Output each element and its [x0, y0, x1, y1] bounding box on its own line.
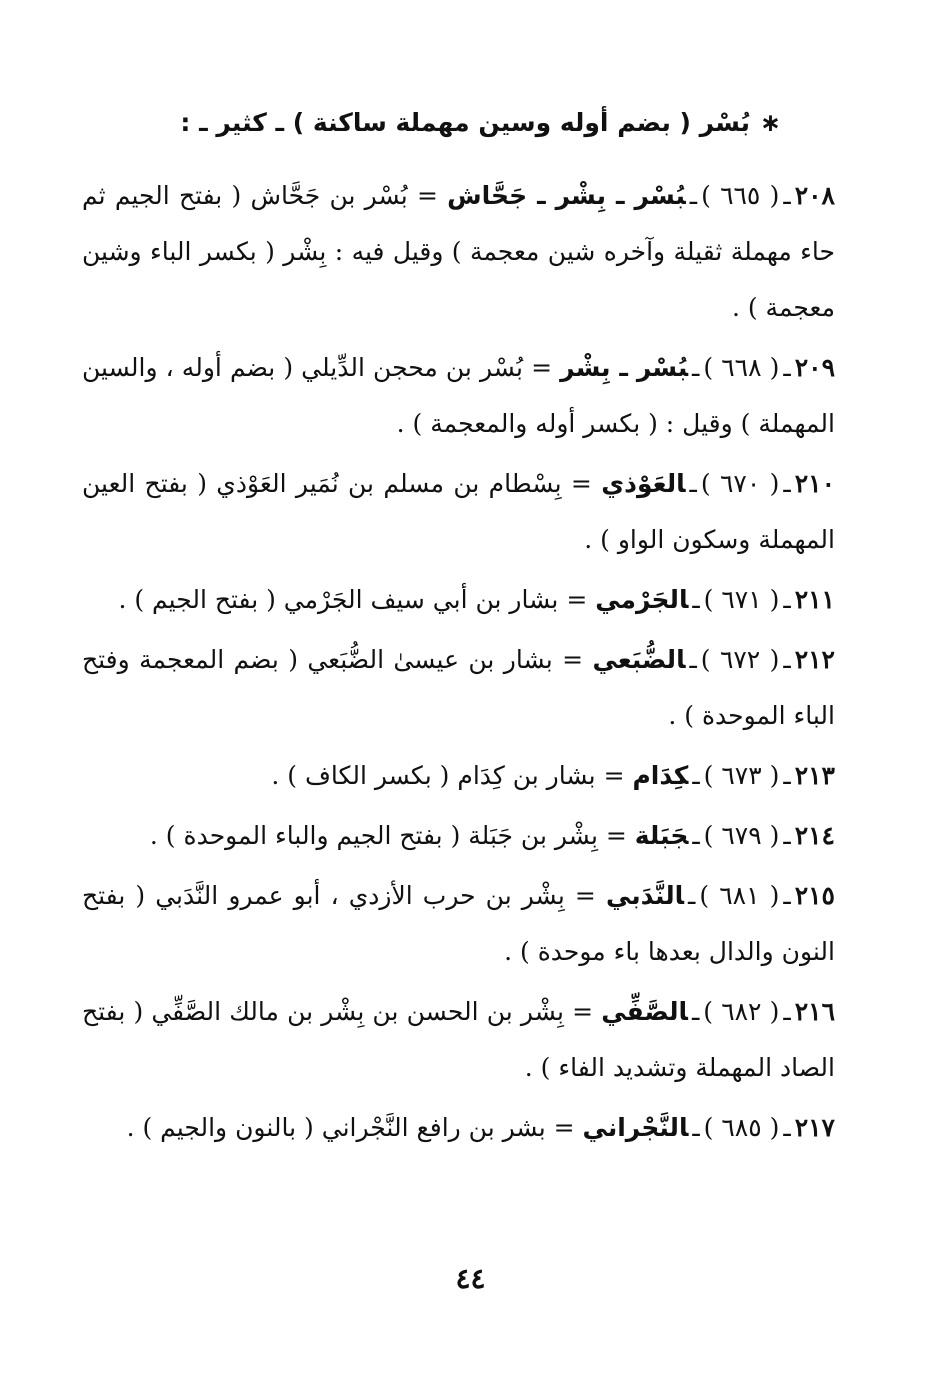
entry-keyword: الجَرْمي — [595, 585, 689, 614]
list-item: ٢١٥ـ( ٦٨١ )ـالنَّدَبي = بِشْر بن حرب الأزدي ، أبو عمرو النَّدَبي ( بفتح النون والدال بعدها باء موحدة ) . — [82, 881, 835, 966]
entry-reference: ( ٦٧٠ ) — [700, 469, 780, 498]
entry-keyword: الصَّفِّي — [601, 997, 688, 1026]
star-icon: ∗ — [760, 108, 781, 137]
entry-reference: ( ٦٦٨ ) — [703, 353, 780, 382]
entry-body: = بِشْر بن الحسن بن بِشْر بن مالك الصَّفِّي ( بفتح الصاد المهملة وتشديد الفاء ) . — [82, 997, 835, 1082]
entry-body: = بُسْر بن محجن الدِّيلي ( بضم أوله ، والسين المهملة ) وقيل : ( بكسر أوله والمعجمة ) . — [82, 353, 835, 438]
entry-keyword: جَبَلة — [634, 821, 689, 850]
list-item: ٢٠٨ـ( ٦٦٥ )ـبُسْر ـ بِشْر ـ جَحَّاش = بُسْر بن جَحَّاش ( بفتح الجيم ثم حاء مهملة ثقيلة وآخره شين معجمة ) وقيل فيه : بِشْر ( بكسر الباء وشين معجمة ) . — [82, 181, 835, 322]
entry-reference: ( ٦٨١ ) — [699, 881, 780, 910]
entry-body: = بِشْر بن جَبَلة ( بفتح الجيم والباء الموحدة ) . — [149, 821, 627, 850]
entry-number: ٢١٥ — [794, 881, 835, 910]
list-item: ٢١٦ـ( ٦٨٢ )ـالصَّفِّي = بِشْر بن الحسن بن بِشْر بن مالك الصَّفِّي ( بفتح الصاد المهملة وتشديد الفاء ) . — [82, 997, 836, 1082]
entry-keyword: الضُّبَعي — [592, 645, 686, 674]
entry-body: = بشار بن عيسىٰ الضُّبَعي ( بضم المعجمة وفتح الباء الموحدة ) . — [82, 645, 835, 730]
entry-body: = بِسْطام بن مسلم بن نُمَير العَوْذي ( بفتح العين المهملة وسكون الواو ) . — [82, 469, 835, 554]
entry-reference: ( ٦٨٢ ) — [703, 997, 780, 1026]
entry-number: ٢٠٨ — [794, 181, 835, 210]
entry-number: ٢٠٩ — [794, 353, 836, 382]
entry-keyword: العَوْذي — [601, 469, 686, 498]
entry-body: = بشار بن أبي سيف الجَرْمي ( بفتح الجيم ) . — [118, 585, 588, 614]
entry-reference: ( ٦٧٣ ) — [703, 761, 780, 790]
entry-list — [82, 168, 835, 1160]
entry-keyword: كِدَام — [632, 761, 689, 790]
entry-reference: ( ٦٧١ ) — [703, 585, 780, 614]
entry-body: = بِشْر بن حرب الأزدي ، أبو عمرو النَّدَبي ( بفتح النون والدال بعدها باء موحدة ) . — [82, 881, 835, 966]
list-item: ٢١٣ـ( ٦٧٣ )ـكِدَام = بشار بن كِدَام ( بكسر الكاف ) . — [271, 761, 835, 790]
list-item: ٢١٧ـ( ٦٨٥ )ـالنَّجْراني = بشر بن رافع النَّجْراني ( بالنون والجيم ) . — [126, 1113, 835, 1142]
entry-number: ٢١٤ — [794, 821, 835, 850]
entry-number: ٢١١ — [794, 585, 835, 614]
entry-number: ٢١٢ — [794, 645, 835, 674]
section-heading-text: بُسْر ( بضم أوله وسين مهملة ساكنة ) ـ كثير ـ : — [180, 108, 751, 137]
entry-number: ٢١٧ — [794, 1113, 835, 1142]
entry-number: ٢١٠ — [794, 469, 836, 498]
list-item: ٢١٤ـ( ٦٧٩ )ـجَبَلة = بِشْر بن جَبَلة ( بفتح الجيم والباء الموحدة ) . — [149, 821, 835, 850]
entry-keyword: النَّجْراني — [582, 1113, 689, 1142]
entry-keyword: بُسْر ـ بِشْر ـ جَحَّاش — [447, 181, 686, 210]
list-item: ٢١١ـ( ٦٧١ )ـالجَرْمي = بشار بن أبي سيف الجَرْمي ( بفتح الجيم ) . — [118, 585, 835, 614]
list-item: ٢١٢ـ( ٦٧٢ )ـالضُّبَعي = بشار بن عيسىٰ الضُّبَعي ( بضم المعجمة وفتح الباء الموحدة ) . — [82, 645, 835, 730]
entry-body: = بشار بن كِدَام ( بكسر الكاف ) . — [271, 761, 625, 790]
entry-keyword: النَّدَبي — [605, 881, 685, 910]
entry-body: = بشر بن رافع النَّجْراني ( بالنون والجيم ) . — [126, 1113, 575, 1142]
entry-number: ٢١٦ — [794, 997, 836, 1026]
list-item: ٢٠٩ـ( ٦٦٨ )ـبُسْر ـ بِشْر = بُسْر بن محجن الدِّيلي ( بضم أوله ، والسين المهملة ) وقيل : ( بكسر أوله والمعجمة ) . — [82, 353, 836, 438]
page-number: ٤٤ — [455, 1262, 486, 1295]
entry-reference: ( ٦٧٩ ) — [703, 821, 780, 850]
section-heading — [160, 108, 781, 137]
entry-reference: ( ٦٨٥ ) — [703, 1113, 780, 1142]
list-item: ٢١٠ـ( ٦٧٠ )ـالعَوْذي = بِسْطام بن مسلم بن نُمَير العَوْذي ( بفتح العين المهملة وسكون الواو ) . — [82, 469, 836, 554]
entry-number: ٢١٣ — [794, 761, 835, 790]
entry-reference: ( ٦٧٢ ) — [700, 645, 780, 674]
entry-reference: ( ٦٦٥ ) — [701, 181, 780, 210]
entry-body: = بُسْر بن جَحَّاش ( بفتح الجيم ثم حاء مهملة ثقيلة وآخره شين معجمة ) وقيل فيه : بِشْر ( بكسر الباء وشين معجمة ) . — [82, 181, 835, 322]
entry-keyword: بُسْر ـ بِشْر — [560, 353, 689, 382]
